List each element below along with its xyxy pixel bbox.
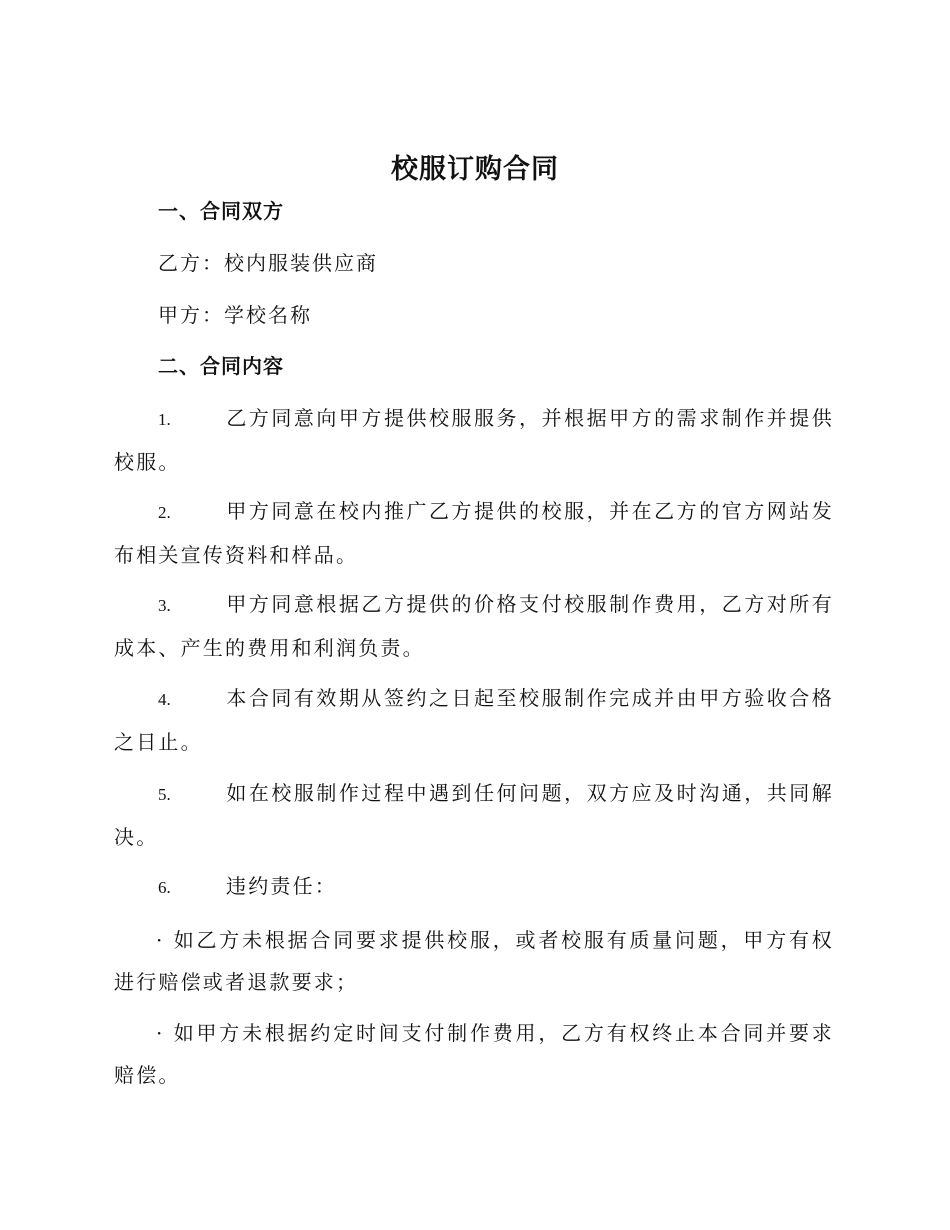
section-heading-parties: 一、合同双方 xyxy=(158,199,284,223)
clause-text: 甲方同意根据乙方提供的价格支付校服制作费用，乙方对所有成本、产生的费用和利润负责。 xyxy=(114,592,834,660)
party-b-line: 乙方：校内服装供应商 xyxy=(158,251,378,275)
clause-text: 本合同有效期从签约之日起至校服制作完成并由甲方验收合格之日止。 xyxy=(114,686,834,754)
penalty-bullet-2: · 如甲方未根据约定时间支付制作费用，乙方有权终止本合同并要求赔偿。 xyxy=(114,1021,834,1087)
section-heading-content: 二、合同内容 xyxy=(158,354,284,378)
clause-number: 6. xyxy=(158,878,171,897)
clause-number: 3. xyxy=(158,596,171,615)
clause-text: 乙方同意向甲方提供校服服务，并根据甲方的需求制作并提供校服。 xyxy=(114,406,834,474)
clause-number: 4. xyxy=(158,690,171,709)
clause-number: 2. xyxy=(158,503,171,522)
clause-2 xyxy=(114,490,834,576)
clause-4 xyxy=(114,677,834,763)
clause-6 xyxy=(114,865,834,909)
clause-5 xyxy=(114,772,834,858)
clause-text: 如在校服制作过程中遇到任何问题，双方应及时沟通，共同解决。 xyxy=(114,781,834,849)
document-title: 校服订购合同 xyxy=(391,154,559,185)
clause-text: 甲方同意在校内推广乙方提供的校服，并在乙方的官方网站发布相关宣传资料和样品。 xyxy=(114,499,834,567)
clause-number: 5. xyxy=(158,785,171,804)
clause-3 xyxy=(114,583,834,669)
clause-number: 1. xyxy=(158,410,171,429)
penalty-bullet-1: · 如乙方未根据合同要求提供校服，或者校服有质量问题，甲方有权进行赔偿或者退款要求； xyxy=(114,928,834,994)
clause-1 xyxy=(114,397,834,483)
party-a-line: 甲方：学校名称 xyxy=(158,303,312,327)
clause-text: 违约责任： xyxy=(226,874,337,898)
